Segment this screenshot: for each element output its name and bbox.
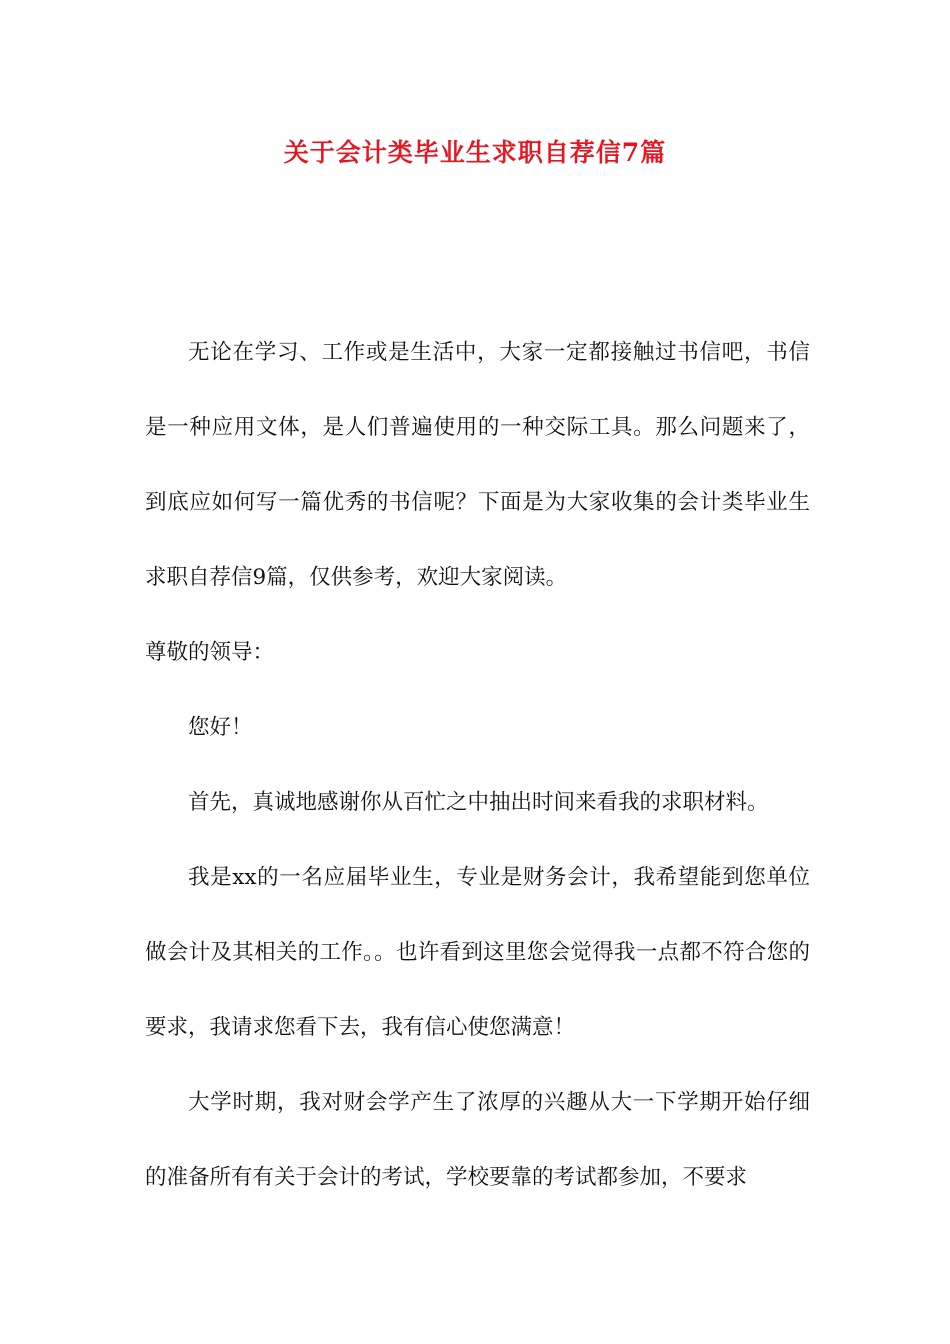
paragraph-intro: 无论在学习、工作或是生活中，大家一定都接触过书信吧，书信是一种应用文体，是人们普遍使用的一种交际工具。那么问题来了，到底应如何写一篇优秀的书信呢？下面是为大家收集的会计类毕业生求职自荐信9篇，仅供参考，欢迎大家阅读。 (145, 340, 810, 590)
paragraph-salutation: 尊敬的领导： (145, 640, 275, 665)
paragraph-greeting: 您好！ (188, 715, 253, 740)
paragraph-university-period: 大学时期，我对财会学产生了浓厚的兴趣从大一下学期开始仔细的准备所有有关于会计的考试，学校要靠的考试都参加，不要求 (145, 1090, 810, 1190)
paragraph-self-introduction: 我是xx的一名应届毕业生，专业是财务会计，我希望能到您单位做会计及其相关的工作。。也许看到这里您会觉得我一点都不符合您的要求，我请求您看下去，我有信心使您满意！ (145, 865, 810, 1040)
document-title: 关于会计类毕业生求职自荐信7篇 (283, 138, 667, 167)
paragraph-thanks: 首先，真诚地感谢你从百忙之中抽出时间来看我的求职材料。 (188, 790, 769, 815)
document-body (145, 315, 810, 1215)
